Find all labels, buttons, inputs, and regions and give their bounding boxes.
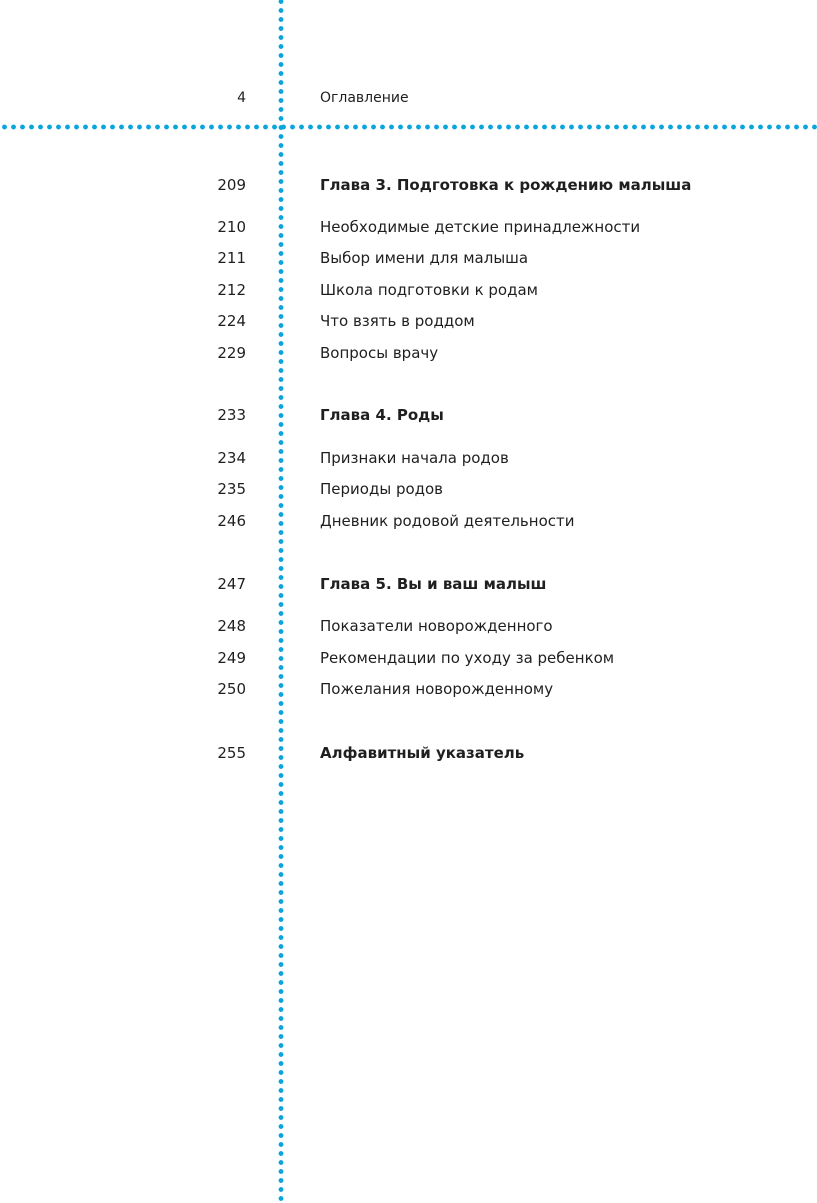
toc-item-title: Пожелания новорожденному (320, 680, 554, 698)
toc-item[interactable] (0, 449, 817, 477)
horizontal-dotted-divider (0, 124, 817, 130)
toc-item-title: Школа подготовки к родам (320, 281, 538, 299)
toc-item-title: Вопросы врачу (320, 344, 439, 362)
toc-item[interactable] (0, 680, 817, 708)
toc-page-number: 233 (217, 406, 246, 424)
toc-page-number: 247 (217, 575, 246, 593)
toc-page-number: 211 (217, 249, 246, 267)
toc-item[interactable] (0, 649, 817, 677)
toc-page-number: 250 (217, 680, 246, 698)
toc-chapter[interactable] (0, 744, 817, 772)
toc-page-number: 209 (217, 176, 246, 194)
toc-item-title: Признаки начала родов (320, 449, 509, 467)
toc-item-title: Что взять в роддом (320, 312, 475, 330)
toc-page-number: 210 (217, 218, 246, 236)
toc-item[interactable] (0, 218, 817, 246)
toc-chapter[interactable] (0, 176, 817, 204)
toc-page-number: 249 (217, 649, 246, 667)
toc-item[interactable] (0, 249, 817, 277)
toc-item-title: Необходимые детские принадлежности (320, 218, 641, 236)
toc-page-number: 246 (217, 512, 246, 530)
toc-page-number: 255 (217, 744, 246, 762)
toc-item[interactable] (0, 512, 817, 540)
page-number: 4 (237, 90, 246, 106)
toc-item-title: Дневник родовой деятельности (320, 512, 575, 530)
toc-page-number: 234 (217, 449, 246, 467)
toc-item[interactable] (0, 617, 817, 645)
toc-item-title: Выбор имени для малыша (320, 249, 529, 267)
toc-item[interactable] (0, 480, 817, 508)
toc-page-number: 229 (217, 344, 246, 362)
toc-chapter[interactable] (0, 406, 817, 434)
toc-chapter[interactable] (0, 575, 817, 603)
toc-page-number: 224 (217, 312, 246, 330)
toc-item[interactable] (0, 344, 817, 372)
toc-item-title: Периоды родов (320, 480, 444, 498)
running-header-title: Оглавление (320, 90, 409, 106)
toc-page-number: 235 (217, 480, 246, 498)
toc-item[interactable] (0, 312, 817, 340)
toc-page-number: 248 (217, 617, 246, 635)
toc-chapter-title: Глава 3. Подготовка к рождению малыша (320, 176, 692, 194)
toc-item[interactable] (0, 281, 817, 309)
toc-item-title: Показатели новорожденного (320, 617, 553, 635)
toc-item-title: Рекомендации по уходу за ребенком (320, 649, 615, 667)
toc-chapter-title: Глава 5. Вы и ваш малыш (320, 575, 547, 593)
toc-page-number: 212 (217, 281, 246, 299)
toc-chapter-title: Глава 4. Роды (320, 406, 444, 424)
toc-chapter-title: Алфавитный указатель (320, 744, 525, 762)
